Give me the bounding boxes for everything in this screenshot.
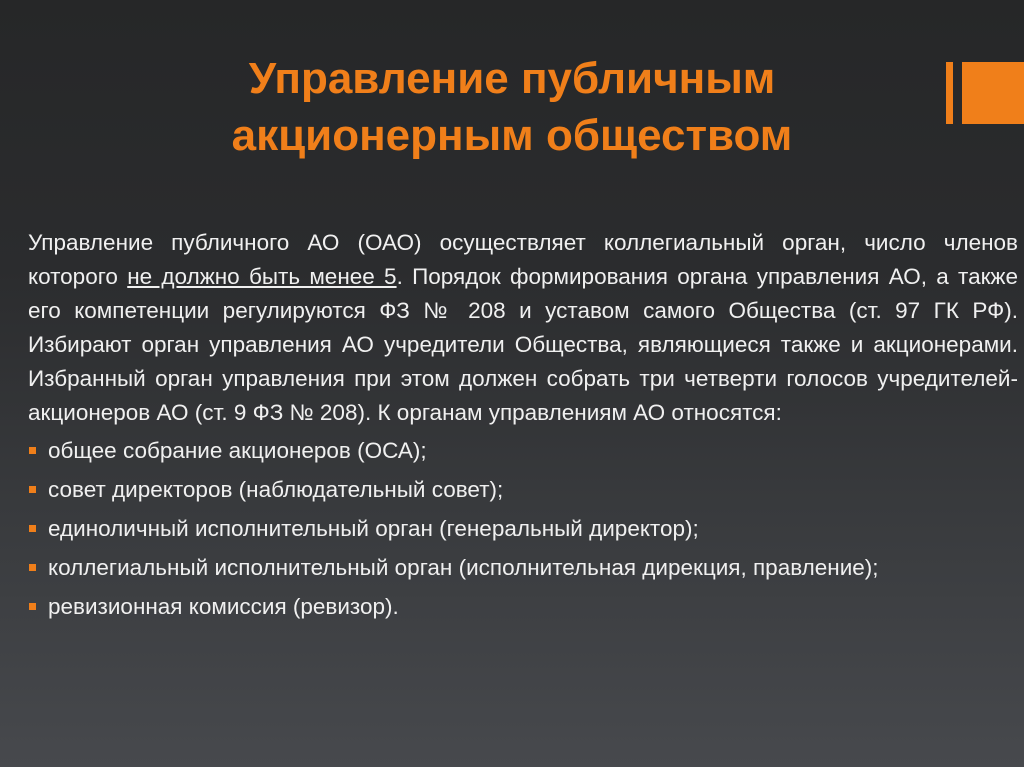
bullet-text: общее собрание акционеров (ОСА);	[48, 438, 427, 463]
bullet-item	[28, 473, 1018, 507]
bullet-list	[28, 434, 1018, 624]
bullet-text: коллегиальный исполнительный орган (исполнительная дирекция, правление);	[48, 555, 879, 580]
bullet-item	[28, 434, 1018, 468]
bullet-square-icon	[29, 603, 36, 610]
slide-title-line-2: акционерным обществом	[231, 111, 793, 160]
bullet-text: единоличный исполнительный орган (генеральный директор);	[48, 516, 699, 541]
bullet-square-icon	[29, 525, 36, 532]
paragraph-text-end: . Порядок формирования органа управления АО, а также его компетенции регулируются ФЗ № 208 и уставом самого Общества (ст. 97 ГК РФ). Избирают орган управления АО учредители Общества, являющиеся также и акционерами. Избранный орган управления при этом должен собрать три четверти голосов учредителей-акционеров АО (ст. 9 ФЗ № 208). К органам управлениям АО относятся:	[28, 264, 1018, 425]
slide-title	[0, 50, 1024, 164]
bullet-square-icon	[29, 447, 36, 454]
body-paragraph	[28, 226, 1018, 430]
paragraph-underlined-text: не должно быть менее 5	[127, 264, 397, 289]
bullet-item	[28, 590, 1018, 624]
paragraph-text-start: Управление публичного АО (ОАО) осуществляет коллегиальный орган, число членов которого	[28, 230, 1018, 289]
bullet-square-icon	[29, 486, 36, 493]
bullet-item	[28, 551, 1018, 585]
slide-body	[28, 226, 1018, 629]
accent-bar-thin	[946, 62, 953, 124]
bullet-item	[28, 512, 1018, 546]
bullet-square-icon	[29, 564, 36, 571]
accent-bar-thick	[962, 62, 1024, 124]
bullet-text: ревизионная комиссия (ревизор).	[48, 594, 399, 619]
bullet-text: совет директоров (наблюдательный совет);	[48, 477, 504, 502]
slide-title-line-1: Управление публичным	[248, 54, 776, 103]
